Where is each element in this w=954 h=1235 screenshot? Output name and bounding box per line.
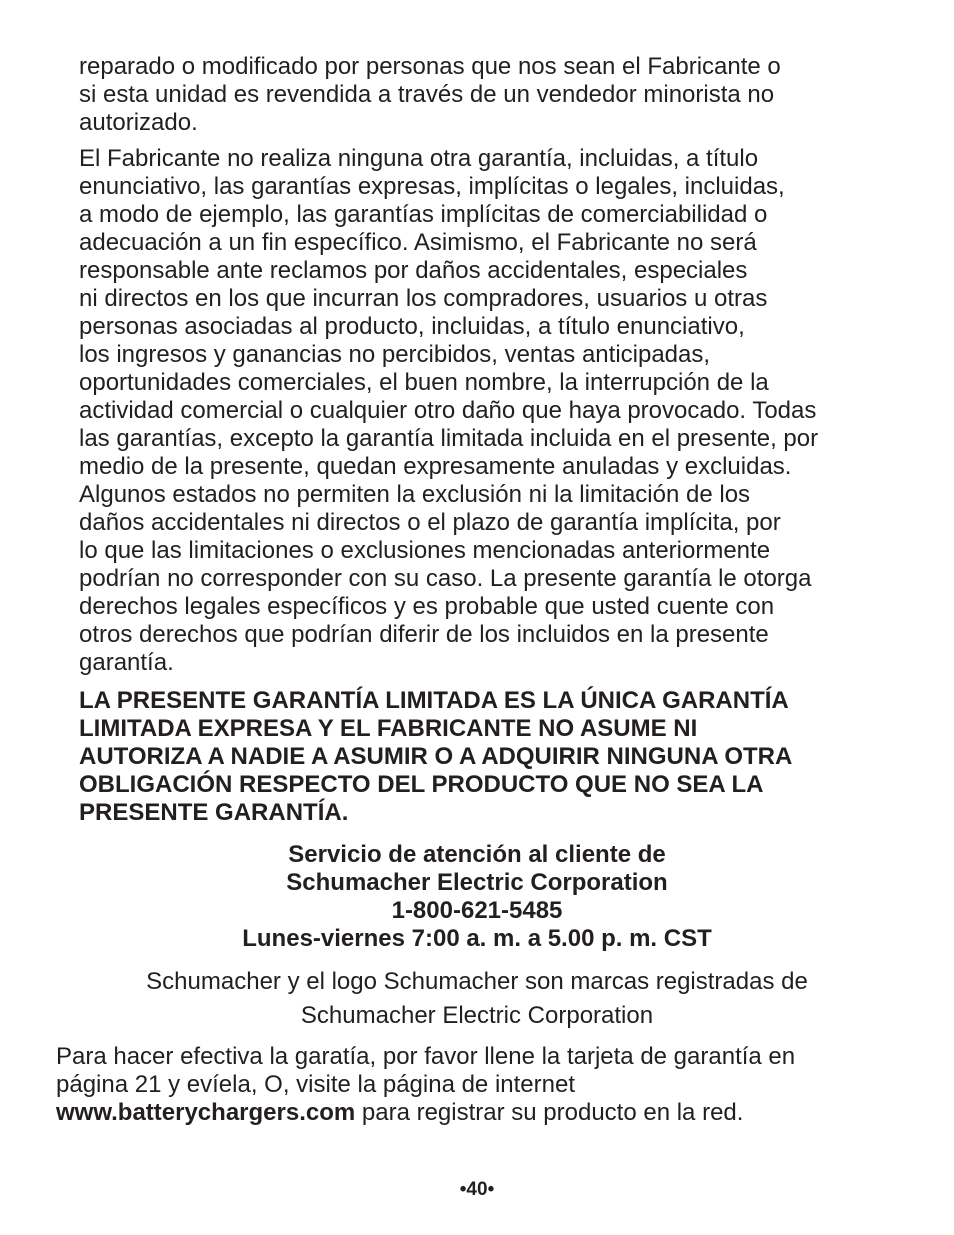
text-line: otros derechos que podrían diferir de los incluidos en la presente (79, 621, 769, 648)
text-line: actividad comercial o cualquier otro daño que haya provocado. Todas (79, 397, 817, 424)
text-line: enunciativo, las garantías expresas, implícitas o legales, incluidas, (79, 173, 785, 200)
text-line: autorizado. (79, 109, 198, 136)
company-name: Schumacher Electric Corporation (286, 869, 668, 896)
text-line: LA PRESENTE GARANTÍA LIMITADA ES LA ÚNICA GARANTÍA (79, 687, 789, 714)
website-link[interactable]: www.batterychargers.com (56, 1099, 356, 1126)
text-line: las garantías, excepto la garantía limitada incluida en el presente, por (79, 425, 819, 452)
text-line: podrían no corresponder con su caso. La presente garantía le otorga (79, 565, 812, 592)
text-fragment: para registrar su producto en la red. (355, 1099, 744, 1126)
text-line: LIMITADA EXPRESA Y EL FABRICANTE NO ASUME NI (79, 715, 698, 742)
text-line: si esta unidad es revendida a través de un vendedor minorista no (79, 81, 775, 108)
warranty-paragraph-repair (79, 53, 909, 137)
service-hours: Lunes-viernes 7:00 a. m. a 5.00 p. m. CST (242, 925, 712, 952)
limited-warranty-statement (79, 687, 909, 827)
text-line: daños accidentales ni directos o el plazo de garantía implícita, por (79, 509, 781, 536)
customer-service-title: Servicio de atención al cliente de (288, 841, 666, 868)
text-line: derechos legales específicos y es probable que usted cuente con (79, 593, 775, 620)
text-line: Schumacher y el logo Schumacher son marcas registradas de (146, 968, 808, 995)
text-line: El Fabricante no realiza ninguna otra garantía, incluidas, a título (79, 145, 759, 172)
text-line: reparado o modificado por personas que nos sean el Fabricante o (79, 53, 781, 80)
text-line: personas asociadas al producto, incluidas, a título enunciativo, (79, 313, 745, 340)
text-line (56, 1099, 916, 1127)
text-line: garantía. (79, 649, 174, 676)
text-line: responsable ante reclamos por daños accidentales, especiales (79, 257, 748, 284)
text-line: lo que las limitaciones o exclusiones mencionadas anteriormente (79, 537, 771, 564)
text-line: ni directos en los que incurran los compradores, usuarios u otras (79, 285, 768, 312)
text-line: OBLIGACIÓN RESPECTO DEL PRODUCTO QUE NO SEA LA (79, 771, 764, 798)
text-line: Algunos estados no permiten la exclusión ni la limitación de los (79, 481, 751, 508)
text-line: medio de la presente, quedan expresamente anuladas y excluidas. (79, 453, 792, 480)
text-line: oportunidades comerciales, el buen nombre, la interrupción de la (79, 369, 769, 396)
page-number: •40• (459, 1179, 495, 1200)
phone-number: 1-800-621-5485 (391, 897, 563, 924)
text-line: Schumacher Electric Corporation (300, 1002, 654, 1029)
text-line: adecuación a un fin específico. Asimismo, el Fabricante no será (79, 229, 757, 256)
text-line: página 21 y evíela, O, visite la página de internet (56, 1071, 575, 1098)
trademark-notice (0, 965, 954, 1033)
text-line: a modo de ejemplo, las garantías implícitas de comerciabilidad o (79, 201, 768, 228)
text-line: AUTORIZA A NADIE A ASUMIR O A ADQUIRIR NINGUNA OTRA (79, 743, 793, 770)
text-line: Para hacer efectiva la garatía, por favor llene la tarjeta de garantía en (56, 1043, 796, 1070)
warranty-paragraph-disclaimer (79, 145, 909, 677)
text-line: PRESENTE GARANTÍA. (79, 799, 349, 826)
registration-paragraph (56, 1043, 916, 1127)
text-line: los ingresos y ganancias no percibidos, ventas anticipadas, (79, 341, 711, 368)
customer-service-block (0, 841, 954, 953)
